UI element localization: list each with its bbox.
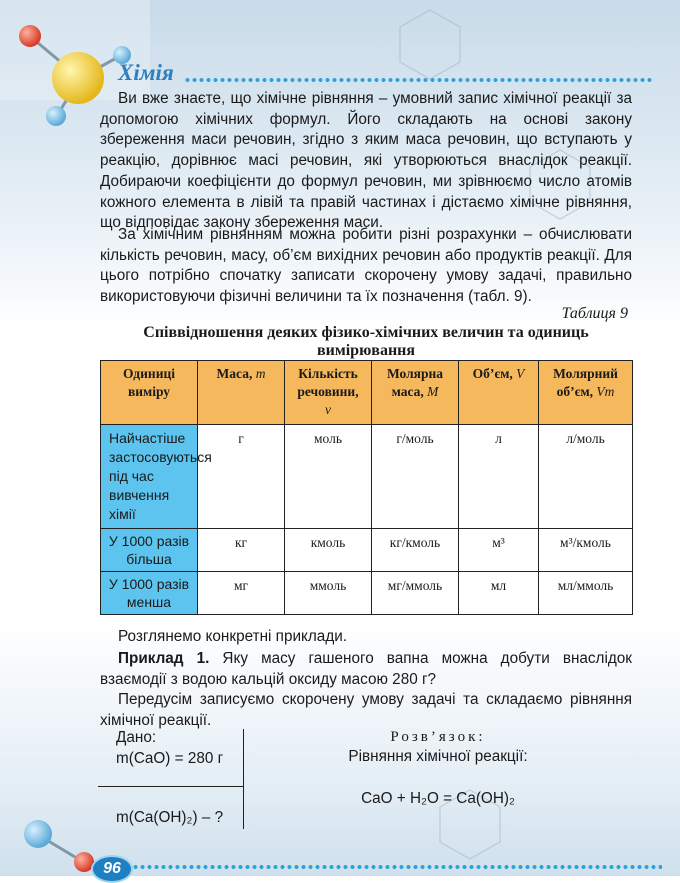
atom-red	[19, 25, 41, 47]
molecule-bottom	[24, 820, 94, 872]
page-number: 96	[91, 855, 133, 883]
table-cell: л	[459, 425, 539, 529]
header-amount: Кількість речовини, ν	[285, 361, 372, 425]
row-label: Найчастіше застосовуються під час вивчення хімії	[101, 425, 198, 529]
table-cell: моль	[285, 425, 372, 529]
table-cell: кг	[198, 529, 285, 572]
example-label: Приклад 1.	[118, 650, 210, 667]
table-cell: кг/кмоль	[372, 529, 459, 572]
paragraph-intro: Ви вже знаєте, що хімічне рівняння – умовний запис хімічної реакції за допомогою хімічних формул. Його складають на основі закону збереження маси речовин, згідно з яким маса речовин, що вступають у реакцію, дорівнює масі речовин, які утворюються внаслідок реакції. Добираючи коефіцієнти до формул речовин, ми зрівнюємо число атомів кожного елемента в лівій та правій частинах і дістаємо хімічне рівняння, що відповідає закону збереження маси.	[100, 90, 632, 232]
dotted-divider-top	[184, 77, 654, 83]
row-label: У 1000 разів більша	[101, 529, 198, 572]
atom-blue-small	[46, 106, 66, 126]
table-header-row	[101, 361, 633, 425]
table-row	[101, 425, 633, 529]
table-cell: м³/кмоль	[539, 529, 633, 572]
solution-title: Розв’язок:	[390, 729, 486, 745]
examples-intro: Розглянемо конкретні приклади.	[118, 628, 348, 645]
given-label: Дано:	[116, 729, 157, 746]
table-cell: ммоль	[285, 572, 372, 615]
table-cell: м³	[459, 529, 539, 572]
header-mass: Маса, m	[198, 361, 285, 425]
chapter-title: Хімія	[118, 60, 174, 85]
paragraph-calculations: За хімічним рівнянням можна робити різні розрахунки – обчислювати кількість речовин, масу, об’єм вихідних речовин або продуктів реакції. Для цього потрібно спочатку записати скорочену умову задачі, правильно використовуючи фізичні величини та їх позначення (табл. 9).	[100, 226, 632, 306]
given-value: m(CaO) = 280 г	[116, 750, 224, 767]
reaction-equation: CaO + H₂O = Ca(OH)₂	[361, 790, 515, 807]
table-cell: мг/ммоль	[372, 572, 459, 615]
dotted-divider-bottom	[132, 864, 662, 870]
example-1	[100, 649, 632, 690]
table-row	[101, 572, 633, 615]
row-label: У 1000 разів менша	[101, 572, 198, 615]
first-step-text: Передусім записуємо скорочену умову задачі та складаємо рівняння хімічної реакції.	[100, 691, 632, 729]
header-molar-volume: Молярний об’єм, Vm	[539, 361, 633, 425]
table-cell: г/моль	[372, 425, 459, 529]
table-cell: кмоль	[285, 529, 372, 572]
table-cell: мг	[198, 572, 285, 615]
table-cell: мл/ммоль	[539, 572, 633, 615]
example-text: Яку масу гашеного вапна можна добути внаслідок взаємодії з водою кальцій оксиду масою 280 г?	[100, 650, 632, 688]
atom-yellow	[52, 52, 104, 104]
header-units: Одиниці виміру	[101, 361, 198, 425]
given-divider	[98, 786, 244, 787]
header-volume: Об’єм, V	[459, 361, 539, 425]
solution-subtitle: Рівняння хімічної реакції:	[348, 748, 528, 765]
header-molar-mass: Молярна маса, M	[372, 361, 459, 425]
table-cell: л/моль	[539, 425, 633, 529]
table-cell: г	[198, 425, 285, 529]
table-row	[101, 529, 633, 572]
unknown-value: m(Ca(OH)₂) – ?	[116, 809, 224, 826]
table-number: Таблиця 9	[561, 305, 628, 322]
table-cell: мл	[459, 572, 539, 615]
units-table	[100, 360, 633, 615]
table-title: Співвідношення деяких фізико-хімічних величин та одиниць вимірювання	[143, 324, 589, 359]
